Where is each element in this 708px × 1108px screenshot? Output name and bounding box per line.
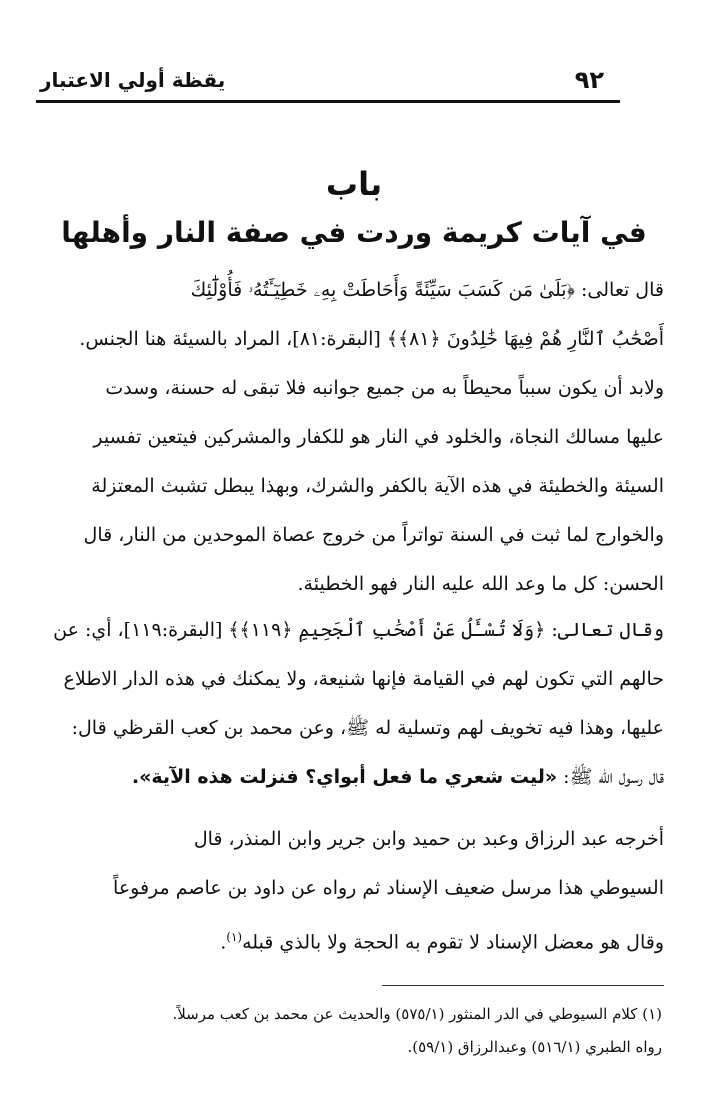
text-line: عليها مسالك النجاة، والخلود في النار هو للكفار والمشركين فيتعين تفسير: [93, 426, 664, 448]
text-segment: قال رسول الله ﷺ:: [557, 766, 664, 788]
chapter-label: باب: [325, 165, 383, 203]
text-line: حالهم التي تكون لهم في القيامة فإنها شنيعة، ولا يمكنك في هذه الدار الاطلاع: [63, 668, 664, 690]
running-header: [36, 62, 620, 104]
footnote-marker: (١): [226, 930, 243, 944]
footnote-line: (١) كلام السيوطي في الدر المنثور (٥٧٥/١) والحديث عن محمد بن كعب مرسلاً.: [172, 1005, 662, 1023]
text-line: السيئة والخطيئة في هذه الآية بالكفر والشرك، وبهذا يبطل تشبث المعتزلة: [91, 475, 664, 497]
text-segment: وقال هو معضل الإسناد لا تقوم به الحجة ولا بالذي قبله: [242, 931, 664, 954]
text-line: الحسن: كل ما وعد الله عليه النار فهو الخطيئة.: [297, 573, 664, 595]
paragraph-3: [40, 815, 664, 967]
footnote-line: رواه الطبري (٥١٦/١) وعبدالرزاق (٥٩/١).: [407, 1038, 662, 1056]
text-line: أَصْحَٰبُ ٱلنَّارِ هُمْ فِيهَا خَٰلِدُونَ ﴿٨١﴾﴾ [البقرة:٨١]، المراد بالسيئة هنا الجنس.: [79, 328, 664, 350]
text-line: وقال تعالى: ﴿وَلَا تُسْـَٔلُ عَنْ أَصْحَٰبِ ٱلْجَحِيمِ ﴿١١٩﴾﴾ [البقرة:١١٩]، أي: عن: [53, 619, 664, 641]
paragraph-1: [40, 266, 664, 609]
paragraph-2: [40, 606, 664, 802]
page-number: ٩٢: [574, 66, 604, 94]
header-rule: [36, 100, 620, 103]
footnotes: [40, 998, 662, 1064]
text-line: [40, 753, 664, 802]
text-line: السيوطي هذا مرسل ضعيف الإسناد ثم رواه عن داود بن عاصم مرفوعاً: [113, 877, 664, 899]
text-line: أخرجه عبد الرزاق وعبد بن حميد وابن جرير وابن المنذر، قال: [193, 828, 664, 850]
book-title: يقظة أولي الاعتبار: [40, 68, 226, 92]
text-line: ولابد أن يكون سبباً محيطاً به من جميع جوانبه فلا تبقى له حسنة، وسدت: [105, 377, 664, 399]
text-line: قال تعالى: ﴿بَلَىٰ مَن كَسَبَ سَيِّئَةً وَأَحَاطَتْ بِهِۦ خَطِيٓـَٔتُهُۥ فَأُوْلَٰٓئِكَ: [190, 279, 664, 301]
text-line: عليها، وهذا فيه تخويف لهم وتسلية له ﷺ، وعن محمد بن كعب القرظي قال:: [71, 717, 664, 739]
period: .: [220, 931, 227, 954]
footnote-rule: [382, 985, 664, 986]
text-line: [40, 913, 664, 967]
text-line: والخوارج لما ثبت في السنة تواتراً من خروج عصاة الموحدين من النار، قال: [83, 524, 664, 546]
hadith-quote: «ليت شعري ما فعل أبواي؟ فنزلت هذه الآية».: [131, 766, 558, 788]
chapter-title: في آيات كريمة وردت في صفة النار وأهلها: [61, 216, 647, 249]
